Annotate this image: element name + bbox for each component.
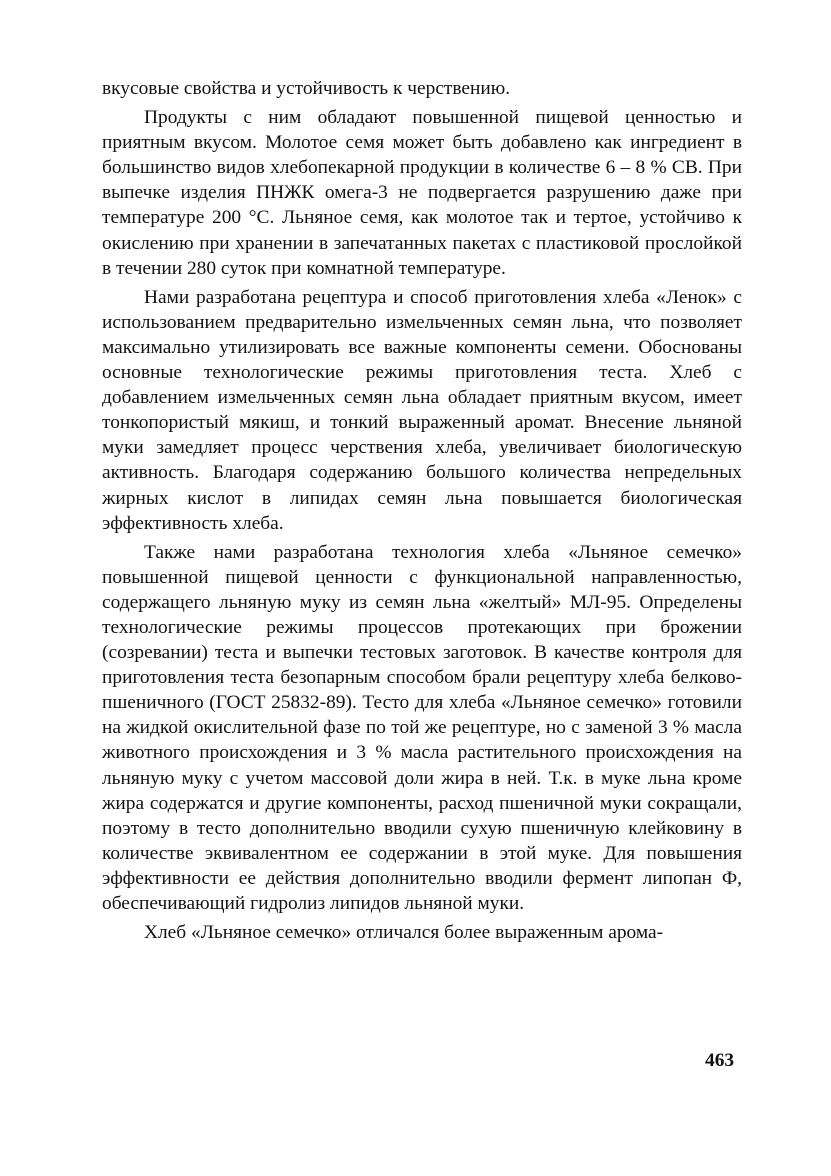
paragraph-continuation: вкусовые свойства и устойчивость к черствению.: [102, 78, 511, 99]
paragraph: Продукты с ним обладают повышенной пищевой ценностью и приятным вкусом. Молотое семя может быть добавлено как ингредиент в большинство видов хлебопекарной продукции в количестве 6 – 8 % СВ. При выпечке изделия ПНЖК омега-3 не подвергается разрушению даже при температуре 200 °С. Льняное семя, как молотое так и тертое, устойчиво к окислению при хранении в запечатанных пакетах с пластиковой прослойкой в течении 280 суток при комнатной температуре.: [102, 107, 742, 279]
paragraph: Хлеб «Льняное семечко» отличался более выраженным арома-: [144, 922, 664, 944]
body-text: [102, 76, 742, 945]
page-number: 463: [705, 1050, 735, 1071]
paragraph: Нами разработана рецептура и способ приготовления хлеба «Ленок» с использованием предварительно измельченных семян льна, что позволяет максимально утилизировать все важные компоненты семени. Обоснованы основные технологические режимы приготовления теста. Хлеб с добавлением измельченных семян льна обладает приятным вкусом, имеет тонкопористый мякиш, и тонкий выраженный аромат. Внесение льняной муки замедляет процесс черствения хлеба, увеличивает биологическую активность. Благодаря содержанию большого количества непредельных жирных кислот в липидах семян льна повышается биологическая эффективность хлеба.: [102, 286, 742, 534]
paragraph: Также нами разработана технология хлеба «Льняное семечко» повышенной пищевой ценности с функциональной направленностью, содержащего льняную муку из семян льна «желтый» МЛ-95. Определены технологические режимы процессов протекающих при брожении (созревании) теста и выпечки тестовых заготовок. В качестве контроля для приготовления теста безопарным способом брали рецептуру хлеба белково-пшеничного (ГОСТ 25832-89). Тесто для хлеба «Льняное семечко» готовили на жидкой окислительной фазе по той же рецептуре, но с заменой 3 % масла животного происхождения и 3 % масла растительного происхождения на льняную муку с учетом массовой доли жира в ней. Т.к. в муке льна кроме жира содержатся и другие компоненты, расход пшеничной муки сокращали, поэтому в тесто дополнительно вводили сухую пшеничную клейковину в количестве эквивалентном ее содержании в этой муке. Для повышения эффективности ее действия дополнительно вводили фермент липопан Ф, обеспечивающий гидролиз липидов льняной муки.: [102, 541, 742, 914]
